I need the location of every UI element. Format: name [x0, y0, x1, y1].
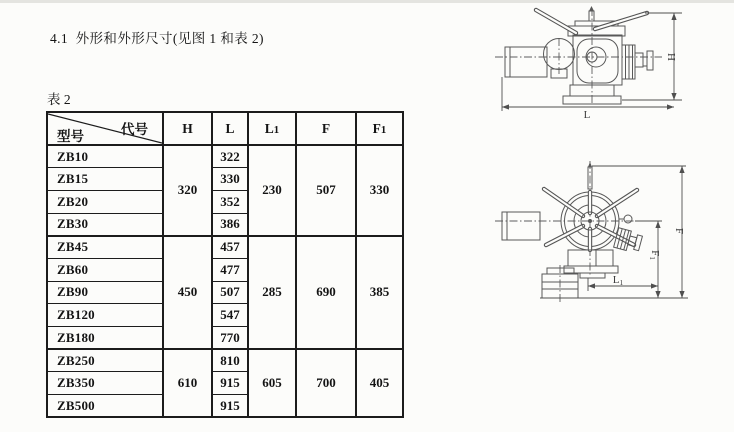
model-cell: ZB10 — [47, 145, 163, 168]
l-value-cell: 915 — [212, 372, 248, 395]
model-cell: ZB30 — [47, 213, 163, 236]
l-value-cell: 915 — [212, 395, 248, 418]
col-sub: 1 — [273, 123, 280, 136]
dimension-H — [622, 13, 682, 100]
f-value-cell: 507 — [296, 145, 356, 236]
col-base: L — [225, 120, 235, 136]
header-model-label: 型号 — [57, 129, 84, 144]
h-value-cell: 610 — [163, 349, 212, 417]
col-header-F1 — [356, 112, 403, 145]
table-row — [47, 145, 403, 168]
col-sub: 1 — [380, 123, 387, 136]
l1-value-cell: 230 — [248, 145, 296, 236]
col-base: H — [182, 120, 193, 136]
handwheel — [544, 162, 637, 250]
side-connector — [614, 228, 643, 254]
model-cell: ZB60 — [47, 258, 163, 281]
dim-label-L: L — [583, 109, 591, 120]
dim-label-L1: L1 — [612, 274, 624, 287]
l-value-cell: 507 — [212, 281, 248, 304]
table-caption: 表 2 — [47, 92, 71, 107]
dim-label-F: F — [673, 227, 685, 235]
f1-value-cell: 385 — [356, 236, 403, 349]
header-code-label: 代号 — [121, 122, 148, 137]
dim-label-H: H — [665, 53, 677, 61]
f1-value-cell: 405 — [356, 349, 403, 417]
l-value-cell: 547 — [212, 304, 248, 327]
centerlines — [495, 8, 662, 105]
l1-value-cell: 605 — [248, 349, 296, 417]
input-shaft — [502, 212, 540, 240]
l-value-cell: 810 — [212, 349, 248, 372]
col-header-F — [296, 112, 356, 145]
model-cell: ZB15 — [47, 168, 163, 191]
l-value-cell: 352 — [212, 190, 248, 213]
l-value-cell: 330 — [212, 168, 248, 191]
col-base: F — [321, 120, 331, 136]
dimensions-table — [46, 111, 404, 418]
diagonal-header-cell — [47, 112, 163, 145]
table-header-row — [47, 112, 403, 145]
model-cell: ZB180 — [47, 327, 163, 350]
table-row — [47, 236, 403, 259]
h-value-cell: 450 — [163, 236, 212, 349]
front-view-drawing — [492, 155, 734, 305]
l-value-cell: 457 — [212, 236, 248, 259]
h-value-cell: 320 — [163, 145, 212, 236]
actuator-body-side — [505, 6, 653, 104]
f-value-cell: 700 — [296, 349, 356, 417]
side-view-drawing — [492, 2, 732, 120]
model-cell: ZB350 — [47, 372, 163, 395]
col-header-H — [163, 112, 212, 145]
position-indicator-knob — [619, 215, 632, 223]
section-heading: 4.1 外形和外形尺寸(见图 1 和表 2) — [50, 31, 264, 46]
l1-value-cell: 285 — [248, 236, 296, 349]
f1-value-cell: 330 — [356, 145, 403, 236]
col-header-L1 — [248, 112, 296, 145]
l-value-cell: 386 — [212, 213, 248, 236]
dim-label-F1: F1 — [648, 250, 661, 260]
dimension-F1 — [635, 221, 662, 298]
model-cell: ZB20 — [47, 190, 163, 213]
table-row — [47, 349, 403, 372]
l-value-cell: 322 — [212, 145, 248, 168]
dimension-L1 — [588, 274, 658, 291]
col-header-L — [212, 112, 248, 145]
col-base: L — [264, 120, 274, 136]
col-base: F — [372, 120, 381, 136]
model-cell: ZB120 — [47, 304, 163, 327]
model-cell: ZB45 — [47, 236, 163, 259]
f-value-cell: 690 — [296, 236, 356, 349]
l-value-cell: 477 — [212, 258, 248, 281]
model-cell: ZB250 — [47, 349, 163, 372]
l-value-cell: 770 — [212, 327, 248, 350]
model-cell: ZB500 — [47, 395, 163, 418]
model-cell: ZB90 — [47, 281, 163, 304]
